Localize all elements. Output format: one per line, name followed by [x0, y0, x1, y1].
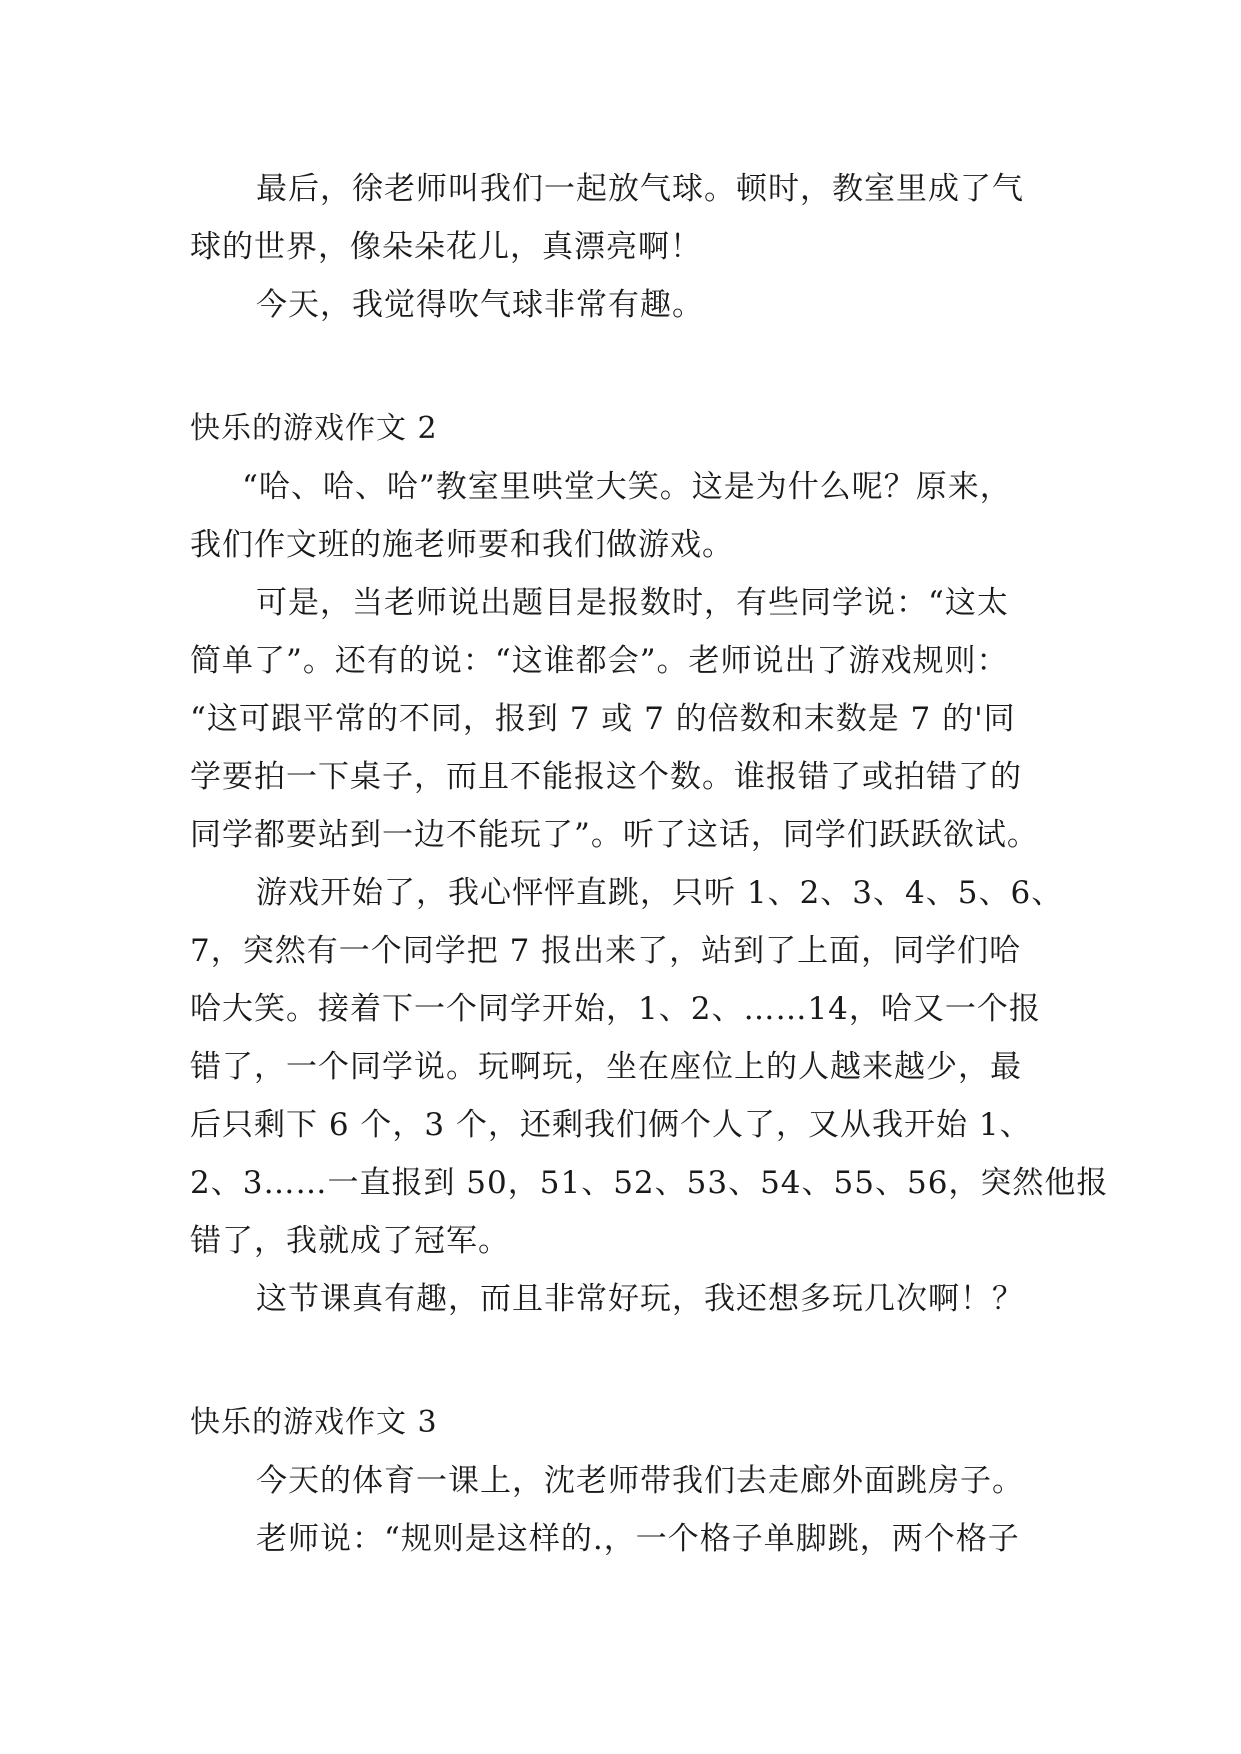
paragraph-line: “这可跟平常的不同，报到 7 或 7 的倍数和末数是 7 的'同	[190, 701, 1016, 737]
section-1	[190, 160, 1060, 334]
paragraph-line: 我们作文班的施老师要和我们做游戏。	[190, 527, 734, 563]
paragraph-line: 错了，一个同学说。玩啊玩，坐在座位上的人越来越少，最	[190, 1049, 1022, 1085]
paragraph-line: 7，突然有一个同学把 7 报出来了，站到了上面，同学们哈	[190, 933, 1022, 969]
paragraph-line: 最后，徐老师叫我们一起放气球。顿时，教室里成了气	[256, 171, 1024, 207]
section-3	[190, 1394, 1060, 1568]
essay-heading-3: 快乐的游戏作文 3	[190, 1405, 438, 1440]
paragraph-line: 错了，我就成了冠军。	[190, 1223, 510, 1259]
essay-heading-2: 快乐的游戏作文 2	[190, 411, 438, 446]
paragraph-line: 2、3……一直报到 50，51、52、53、54、55、56，突然他报	[190, 1165, 1109, 1201]
paragraph-line: 后只剩下 6 个，3 个，还剩我们俩个人了，又从我开始 1、	[190, 1107, 1032, 1143]
paragraph-line: 球的世界，像朵朵花儿，真漂亮啊！	[190, 229, 702, 265]
paragraph-line: 这节课真有趣，而且非常好玩，我还想多玩几次啊！？	[256, 1281, 1024, 1317]
paragraph-line: 今天的体育一课上，沈老师带我们去走廊外面跳房子。	[256, 1463, 1024, 1499]
paragraph-line: 简单了”。还有的说：“这谁都会”。老师说出了游戏规则：	[190, 643, 1009, 679]
paragraph-line: 今天，我觉得吹气球非常有趣。	[256, 287, 704, 323]
paragraph-line: 同学都要站到一边不能玩了”。听了这话，同学们跃跃欲试。	[190, 817, 1039, 853]
paragraph-line: 老师说：“规则是这样的.，一个格子单脚跳，两个格子	[256, 1521, 1020, 1557]
paragraph-line: 游戏开始了，我心怦怦直跳，只听 1、2、3、4、5、6、	[256, 875, 1064, 911]
paragraph-line: 哈大笑。接着下一个同学开始，1、2、……14，哈又一个报	[190, 991, 1041, 1027]
section-2	[190, 400, 1109, 1328]
paragraph-line: 学要拍一下桌子，而且不能报这个数。谁报错了或拍错了的	[190, 759, 1022, 795]
paragraph-line: 可是，当老师说出题目是报数时，有些同学说：“这太	[256, 585, 1009, 621]
document-page	[190, 160, 1109, 1568]
paragraph-line: “哈、哈、哈”教室里哄堂大笑。这是为什么呢？原来，	[242, 469, 1012, 505]
